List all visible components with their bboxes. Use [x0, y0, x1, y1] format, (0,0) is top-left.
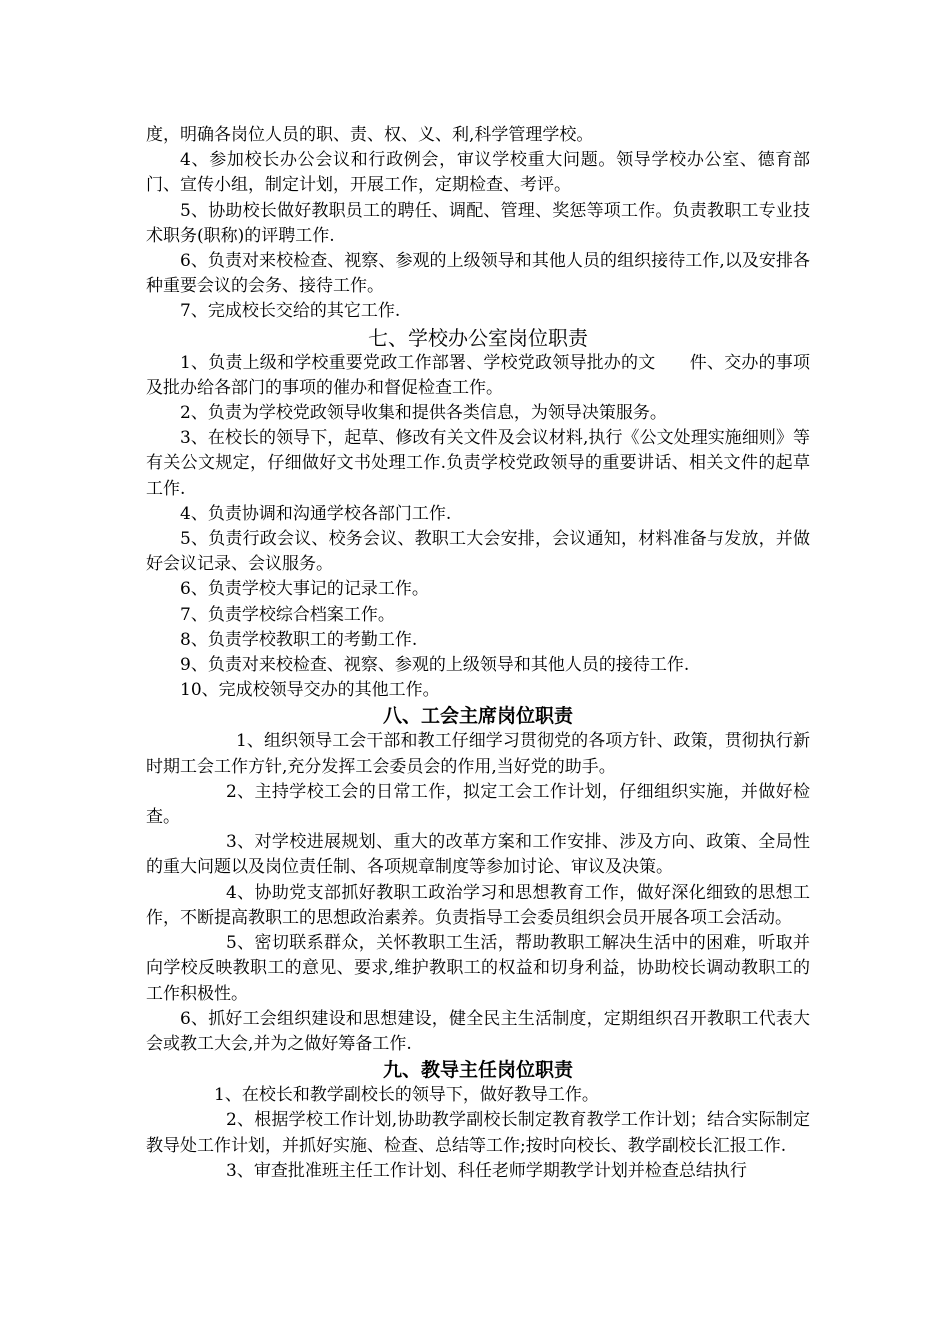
- office-item-4: 4、负责协调和沟通学校各部门工作.: [180, 503, 452, 524]
- paragraph-item-5: 5、协助校长做好教职员工的聘任、调配、管理、奖惩等项工作。负责教职工专业技术职务(职称)的评聘工作.: [146, 200, 810, 246]
- paragraph-item-6: 6、负责对来校检查、视察、参观的上级领导和其他人员的组织接待工作,以及安排各种重要会议的会务、接待工作。: [146, 251, 810, 297]
- document-page: [146, 123, 810, 1184]
- dean-item-3: 3、审查批准班主任工作计划、科任老师学期教学计划并检查总结执行: [226, 1160, 747, 1181]
- office-item-9: 9、负责对来校检查、视察、参观的上级领导和其他人员的接待工作.: [180, 655, 690, 676]
- office-item-1: 1、负责上级和学校重要党政工作部署、学校党政领导批办的文 件、交办的事项及批办给各部门的事项的催办和督促检查工作。: [146, 352, 810, 398]
- union-item-5: 5、密切联系群众，关怀教职工生活，帮助教职工解决生活中的困难，听取并向学校反映教职工的意见、要求,维护教职工的权益和切身利益，协助校长调动教职工的工作积极性。: [146, 933, 810, 1004]
- union-item-1: 1、组织领导工会干部和教工仔细学习贯彻党的各项方针、政策，贯彻执行新时期工会工作方针,充分发挥工会委员会的作用,当好党的助手。: [146, 731, 810, 777]
- section-heading-dean: 九、教导主任岗位职责: [382, 1059, 573, 1082]
- union-item-6: 6、抓好工会组织建设和思想建设，健全民主生活制度，定期组织召开教职工代表大会或教工大会,并为之做好筹备工作.: [146, 1008, 810, 1054]
- union-item-2: 2、主持学校工会的日常工作，拟定工会工作计划，仔细组织实施，并做好检查。: [146, 781, 810, 828]
- paragraph-item-7: 7、完成校长交给的其它工作.: [180, 301, 401, 322]
- office-item-7: 7、负责学校综合档案工作。: [180, 604, 395, 625]
- union-item-4: 4、协助党支部抓好教职工政治学习和思想教育工作，做好深化细致的思想工作，不断提高教职工的思想政治素养。负责指导工会委员组织会员开展各项工会活动。: [146, 882, 810, 928]
- paragraph-continuation: 度，明确各岗位人员的职、责、权、义、利,科学管理学校。: [146, 125, 594, 145]
- office-item-5: 5、负责行政会议、校务会议、教职工大会安排，会议通知，材料准备与发放，并做好会议记录、会议服务。: [146, 529, 810, 575]
- office-item-6: 6、负责学校大事记的记录工作。: [180, 579, 429, 600]
- paragraph-item-4: 4、参加校长办公会议和行政例会，审议学校重大问题。领导学校办公室、德育部门、宣传小组，制定计划，开展工作，定期检查、考评。: [146, 150, 810, 196]
- union-item-3: 3、对学校进展规划、重大的改革方案和工作安排、涉及方向、政策、全局性的重大问题以及岗位责任制、各项规章制度等参加讨论、审议及决策。: [146, 832, 810, 878]
- office-item-2: 2、负责为学校党政领导收集和提供各类信息，为领导决策服务。: [180, 403, 667, 424]
- office-item-10: 10、完成校领导交办的其他工作。: [180, 680, 440, 701]
- section-heading-union-chair: 八、工会主席岗位职责: [382, 705, 573, 728]
- office-item-3: 3、在校长的领导下，起草、修改有关文件及会议材料,执行《公文处理实施细则》等有关公文规定，仔细做好文书处理工作.负责学校党政领导的重要讲话、相关文件的起草工作.: [146, 428, 810, 499]
- dean-item-2: 2、根据学校工作计划,协助教学副校长制定教育教学工作计划；结合实际制定教导处工作计划，并抓好实施、检查、总结等工作;按时向校长、教学副校长汇报工作.: [146, 1110, 810, 1156]
- dean-item-1: 1、在校长和教学副校长的领导下，做好教导工作。: [214, 1085, 599, 1106]
- office-item-8: 8、负责学校教职工的考勤工作.: [180, 629, 418, 650]
- section-heading-office: 七、学校办公室岗位职责: [368, 325, 588, 350]
